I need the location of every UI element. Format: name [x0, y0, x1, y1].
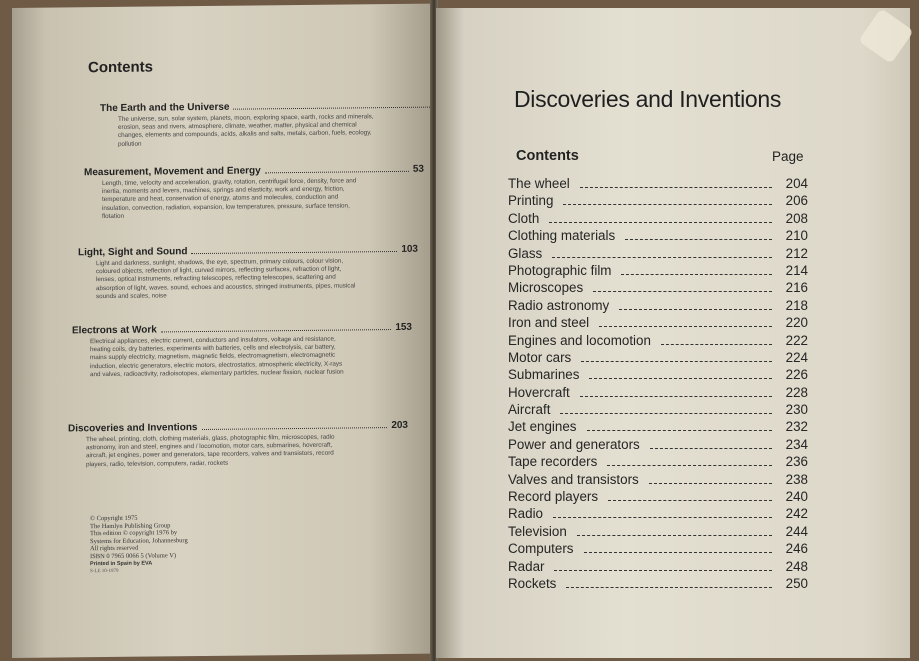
section-description: The universe, sun, solar system, planets, moon, exploring space, earth, rocks and minerals, erosion, seas and rivers, atmosphere, climate, weather, matter, physical and chemical changes, elements and compounds, acids, alkalis and salts, metals, carbon, fuels, ecology, pollution — [118, 113, 374, 148]
dash-leader — [625, 238, 772, 240]
dash-leader — [554, 569, 772, 571]
copyright-line: All rights reserved — [90, 545, 139, 553]
toc-entry: Microscopes 216 — [508, 280, 808, 296]
toc-entry: Cloth 208 — [508, 210, 808, 226]
section-description: The wheel, printing, cloth, clothing materials, glass, photographic film, microscopes, radio astronomy, iron and steel, engines and / locomotion, motor cars, submarines, hovercraft, aircraft, jet engines, power and generators, tape recorders, valves and transistors, record players, radio, television, computers, radar, rockets — [86, 433, 335, 468]
copyright-line: ISBN 0 7965 0066 5 (Volume V) — [90, 552, 177, 561]
toc-entry: Clothing materials 210 — [508, 228, 808, 244]
dash-leader — [589, 377, 772, 379]
section-measurement — [84, 164, 424, 222]
copyright-line: Systems for Education, Johannesburg — [90, 536, 188, 545]
toc-entry: Rockets 250 — [508, 575, 808, 591]
toc-list — [508, 176, 808, 593]
dash-leader — [584, 551, 773, 553]
dash-leader — [553, 516, 772, 518]
toc-entry: Television 244 — [508, 523, 808, 539]
copyright-block — [90, 514, 188, 576]
toc-entry: Valves and transistors 238 — [508, 471, 808, 487]
dash-leader — [619, 308, 772, 310]
toc-entry: Power and generators 234 — [508, 436, 808, 452]
toc-entry: Radio astronomy 218 — [508, 297, 808, 313]
dash-leader — [580, 186, 772, 188]
dot-leader — [161, 328, 391, 332]
section-page: 103 — [401, 243, 418, 255]
toc-entry: Engines and locomotion 222 — [508, 332, 808, 348]
toc-entry: Hovercraft 228 — [508, 384, 808, 400]
dash-leader — [649, 482, 772, 484]
dash-leader — [587, 429, 773, 431]
printed-in: Printed in Spain by EVA — [90, 560, 153, 567]
dash-leader — [577, 534, 772, 536]
dash-leader — [650, 447, 772, 449]
toc-entry: Glass 212 — [508, 245, 808, 261]
section-title: Light, Sight and Sound — [78, 246, 188, 259]
toc-entry: Record players 240 — [508, 489, 808, 505]
left-page-heading: Contents — [88, 58, 153, 77]
dash-leader — [608, 499, 772, 501]
dash-leader — [607, 464, 772, 466]
dash-leader — [621, 273, 772, 275]
section-description: Light and darkness, sunlight, shadows, the eye, spectrum, primary colours, colour vision, coloured objects, reflection of light, curved mirrors, reflecting surfaces, refraction of light, lenses, optical instruments, refracting telescopes, reflecting telescopes, scattering and absorption of light, waves, sound, echoes and acoustics, stringed instruments, pipes, musical sounds and scales, noise — [96, 257, 356, 300]
dot-leader — [233, 106, 430, 110]
section-page: 203 — [391, 419, 408, 432]
dash-leader — [593, 290, 772, 292]
dash-leader — [566, 586, 772, 588]
toc-entry: Printing 206 — [508, 193, 808, 209]
toc-entry: Tape recorders 236 — [508, 454, 808, 470]
right-page — [436, 8, 910, 658]
dash-leader — [552, 256, 772, 258]
dash-leader — [581, 360, 772, 362]
dot-leader — [191, 250, 397, 254]
chapter-title: Discoveries and Inventions — [514, 86, 782, 112]
toc-entry: Computers 246 — [508, 541, 808, 557]
copyright-line: This edition © copyright 1976 by — [90, 529, 178, 538]
dash-leader — [580, 395, 772, 397]
copyright-line: © Copyright 1975 — [90, 514, 138, 523]
dot-leader — [202, 426, 388, 430]
left-page — [12, 4, 432, 658]
dash-leader — [563, 203, 772, 205]
section-title: Electrons at Work — [72, 324, 157, 337]
toc-entry: Iron and steel 220 — [508, 315, 808, 331]
toc-entry: The wheel 204 — [508, 176, 808, 191]
toc-entry: Radar 248 — [508, 558, 808, 574]
page-column-label: Page — [772, 149, 804, 164]
section-title: The Earth and the Universe — [100, 101, 230, 115]
toc-entry: Radio 242 — [508, 506, 808, 522]
dash-leader — [560, 412, 772, 414]
section-earth-universe — [100, 100, 440, 149]
toc-entry: Photographic film 214 — [508, 262, 808, 278]
dash-leader — [549, 221, 772, 223]
section-light-sight-sound — [78, 244, 418, 302]
section-page: 53 — [412, 163, 424, 175]
dash-leader — [661, 343, 772, 345]
dot-leader — [265, 170, 409, 174]
copyright-line: The Hamlyn Publishing Group — [90, 521, 171, 530]
section-description: Electrical appliances, electric current, conductors and insulators, voltage and resistance, heating coils, dry batteries, experiments with batteries, cells and electrolysis, car battery, mains supply electricity, magnetism, magnetic fields, electromagnetism, electromagnetic induction, electric generators, electric motors, electrostatics, atmospheric electricity, X-rays and valves, radioactivity, radioisotopes, elementary particles, nuclear fission, nuclear fusion — [90, 335, 344, 378]
section-title: Discoveries and Inventions — [68, 422, 198, 435]
section-discoveries — [68, 420, 408, 469]
section-description: Length, time, velocity and acceleration, gravity, rotation, centrifugal force, density, force and inertia, moments and levers, machines, springs and elasticity, work and energy, friction, temperature and heat, conservation of energy, atoms and molecules, conduction and insulation, convection, radiation, expansion, low temperatures, pressure, surface tension, flotation — [102, 177, 357, 220]
toc-entry: Submarines 226 — [508, 367, 808, 383]
contents-label: Contents — [516, 148, 579, 164]
section-page: 153 — [395, 321, 412, 333]
section-title: Measurement, Movement and Energy — [84, 165, 261, 179]
print-code: S-LE 10-1979 — [90, 569, 119, 575]
toc-entry: Aircraft 230 — [508, 402, 808, 418]
toc-entry: Motor cars 224 — [508, 349, 808, 365]
dash-leader — [599, 325, 772, 327]
section-electrons — [72, 322, 412, 380]
toc-entry: Jet engines 232 — [508, 419, 808, 435]
